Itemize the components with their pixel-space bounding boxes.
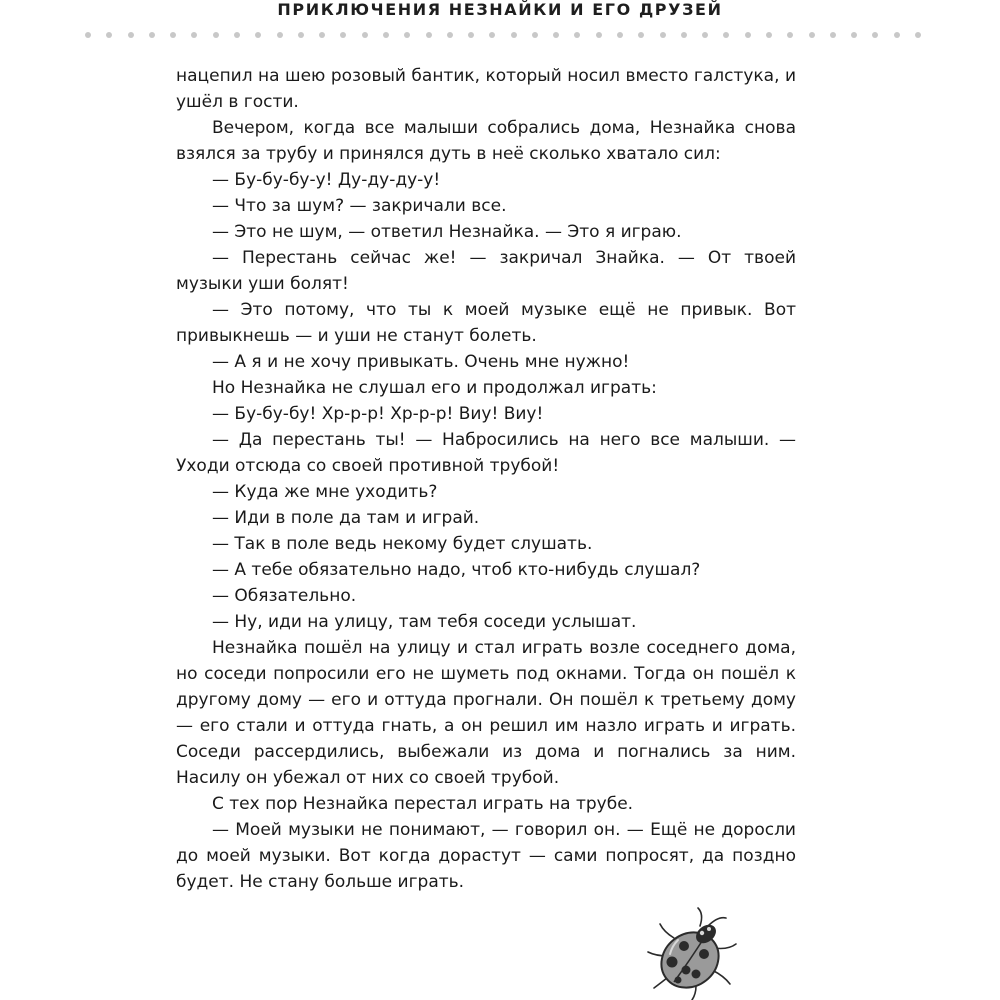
- page-text: [176, 63, 796, 895]
- divider-dot: [404, 32, 410, 38]
- paragraph: Но Незнайка не слушал его и продолжал играть:: [212, 378, 657, 398]
- dialogue-line: — А я и не хочу привыкать. Очень мне нужно!: [212, 352, 630, 372]
- dialogue-line: — Моей музыки не понимают, — говорил он. — Ещё не доросли до моей музыки. Вот когда дорастут — сами попросят, да поздно будет. Не стану больше играть.: [176, 820, 796, 892]
- divider-dot: [106, 32, 112, 38]
- dialogue-line: — Что за шум? — закричали все.: [212, 196, 507, 216]
- divider-dot: [383, 32, 389, 38]
- divider-dot: [277, 32, 283, 38]
- divider-dot: [213, 32, 219, 38]
- divider-dot: [319, 32, 325, 38]
- divider-dot: [702, 32, 708, 38]
- divider-dot: [851, 32, 857, 38]
- paragraph: Вечером, когда все малыши собрались дома, Незнайка снова взялся за трубу и принялся дуть в неё сколько хватало сил:: [176, 118, 796, 164]
- divider-dot: [468, 32, 474, 38]
- divider-dot: [234, 32, 240, 38]
- dialogue-line: — Так в поле ведь некому будет слушать.: [212, 534, 593, 554]
- divider-dot: [574, 32, 580, 38]
- dialogue-line: — А тебе обязательно надо, чтоб кто-нибудь слушал?: [212, 560, 701, 580]
- divider-dot: [298, 32, 304, 38]
- divider-dot: [532, 32, 538, 38]
- divider-dot: [191, 32, 197, 38]
- divider-dot: [745, 32, 751, 38]
- divider-dot: [362, 32, 368, 38]
- dialogue-line: — Это не шум, — ответил Незнайка. — Это я играю.: [212, 222, 682, 242]
- divider-dot: [340, 32, 346, 38]
- divider-dot: [915, 32, 921, 38]
- divider-dot: [255, 32, 261, 38]
- divider-dot: [638, 32, 644, 38]
- divider-dot: [447, 32, 453, 38]
- divider-dot: [128, 32, 134, 38]
- divider-dot: [596, 32, 602, 38]
- divider-dot: [787, 32, 793, 38]
- dialogue-line: — Бу-бу-бу-у! Ду-ду-ду-у!: [212, 170, 441, 190]
- divider-dot: [426, 32, 432, 38]
- paragraph: Незнайка пошёл на улицу и стал играть возле соседнего дома, но соседи попросили его не шуметь под окнами. Тогда он пошёл к другому дому — его и оттуда прогнали. Он пошёл к третьему дому — его стали и оттуда гнать, а он решил им назло играть и играть. Соседи рассердились, выбежали из дома и погнались за ним. Насилу он убежал от них со своей трубой.: [176, 638, 796, 788]
- divider-dot: [489, 32, 495, 38]
- divider-dot: [809, 32, 815, 38]
- divider-dot: [660, 32, 666, 38]
- divider-dot: [149, 32, 155, 38]
- dotted-divider: [85, 31, 921, 39]
- divider-dot: [511, 32, 517, 38]
- ladybug-icon: [638, 904, 748, 1000]
- divider-dot: [766, 32, 772, 38]
- dialogue-line: — Ну, иди на улицу, там тебя соседи услышат.: [212, 612, 637, 632]
- dialogue-line: — Да перестань ты! — Набросились на него все малыши. — Уходи отсюда со своей противной трубой!: [176, 430, 796, 476]
- divider-dot: [170, 32, 176, 38]
- dialogue-line: — Бу-бу-бу! Хр-р-р! Хр-р-р! Виу! Виу!: [212, 404, 544, 424]
- dialogue-line: — Иди в поле да там и играй.: [212, 508, 480, 528]
- dialogue-line: — Куда же мне уходить?: [212, 482, 438, 502]
- running-title: ПРИКЛЮЧЕНИЯ НЕЗНАЙКИ И ЕГО ДРУЗЕЙ: [277, 0, 723, 19]
- dialogue-line: — Перестань сейчас же! — закричал Знайка. — От твоей музыки уши болят!: [176, 248, 796, 294]
- paragraph: нацепил на шею розовый бантик, который носил вместо галстука, и ушёл в гости.: [176, 66, 796, 112]
- divider-dot: [830, 32, 836, 38]
- divider-dot: [85, 32, 91, 38]
- paragraph: С тех пор Незнайка перестал играть на трубе.: [212, 794, 634, 814]
- divider-dot: [894, 32, 900, 38]
- divider-dot: [617, 32, 623, 38]
- divider-dot: [723, 32, 729, 38]
- dialogue-line: — Обязательно.: [212, 586, 357, 606]
- divider-dot: [681, 32, 687, 38]
- divider-dot: [872, 32, 878, 38]
- divider-dot: [553, 32, 559, 38]
- dialogue-line: — Это потому, что ты к моей музыке ещё не привык. Вот привыкнешь — и уши не станут болеть.: [176, 300, 796, 346]
